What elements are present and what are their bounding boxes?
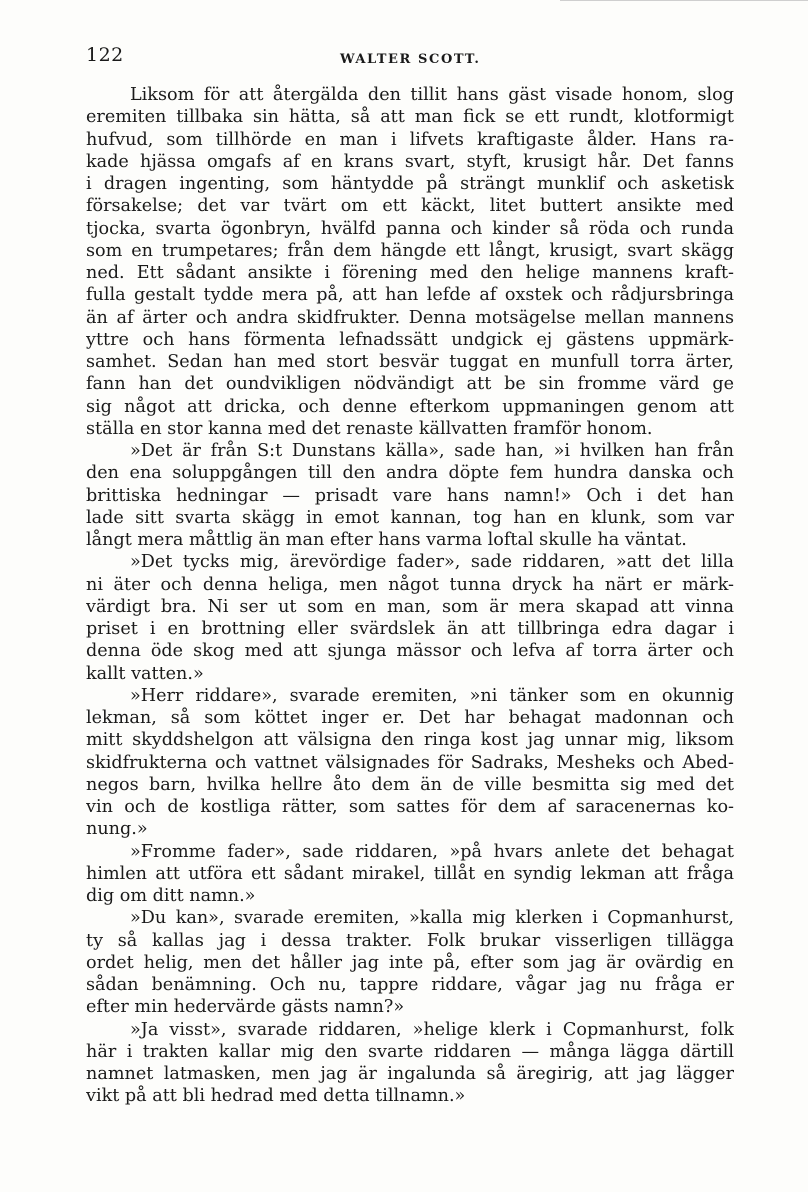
text-line: eremiten tillbaka sin hätta, så att man fick se ett rundt, klotformigt [86, 107, 734, 128]
text-line: skidfrukterna och vattnet välsignades för Sadraks, Mesheks och Abed- [86, 752, 734, 773]
text-line: fann han det oundvikligen nödvändigt att be sin fromme värd ge [86, 374, 734, 395]
text-line: ordet helig, men det håller jag inte på, efter som jag är ovärdig en [86, 952, 734, 973]
text-line: lekman, så som köttet inger er. Det har behagat madonnan och [86, 708, 734, 728]
text-line: »Fromme fader», sade riddaren, »på hvars anlete det behagat [130, 841, 734, 862]
text-line: yttre och hans förmenta lefnadssätt undgick ej gästens uppmärk- [86, 329, 734, 350]
text-line: Liksom för att återgälda den tillit hans gäst visade honom, slog [130, 85, 734, 105]
text-line: ni äter och denna heliga, men något tunna dryck ha närt er märk- [86, 574, 734, 595]
page-edge-line [560, 0, 808, 1]
paragraph [86, 841, 734, 908]
text-line: tjocka, svarta ögonbryn, hvälfd panna och kinder så röda och runda [86, 218, 734, 239]
text-line: samhet. Sedan han med stort besvär tuggat en munfull torra ärter, [86, 352, 734, 372]
text-line: vin och de kostliga rätter, som sattes för dem af saracenernas ko- [86, 797, 734, 817]
text-line: ställa en stor kanna med det renaste källvatten framför honom. [86, 418, 653, 439]
text-line: här i trakten kallar mig den svarte riddaren — många lägga därtill [86, 1041, 734, 1062]
text-line: sådan benämning. Och nu, tappre riddare, vågar jag nu fråga er [86, 975, 734, 995]
text-line: sig något att dricka, och denne efterkom uppmaningen genom att [86, 396, 734, 417]
text-line: än af ärter och andra skidfrukter. Denna motsägelse mellan mannens [86, 307, 734, 328]
text-line: i dragen ingenting, som häntydde på strängt munklif och asketisk [86, 174, 734, 194]
text-line: priset i en brottning eller svärdslek än att tillbringa edra dagar i [86, 619, 734, 639]
text-line: fulla gestalt tydde mera på, att han lefde af oxstek och rådjursbringa [86, 285, 734, 306]
text-line: negos barn, hvilka hellre åto dem än de ville besmitta sig med det [86, 774, 734, 795]
text-line: brittiska hedningar — prisadt vare hans namn!» Och i det han [86, 485, 734, 506]
paragraph [86, 907, 734, 1018]
text-line: hufvud, som tillhörde en man i lifvets kraftigaste ålder. Hans ra- [86, 129, 734, 150]
text-line: ned. Ett sådant ansikte i förening med den helige mannens kraft- [86, 263, 734, 283]
text-line: värdigt bra. Ni ser ut som en man, som är mera skapad att vinna [86, 596, 734, 617]
text-line: kade hjässa omgafs af en krans svart, styft, krusigt hår. Det fanns [86, 151, 734, 172]
text-line: kallt vatten.» [86, 663, 204, 684]
text-line: himlen att utföra ett sådant mirakel, tillåt en syndig lekman att fråga [86, 863, 734, 884]
body-text [86, 84, 734, 1108]
text-line: ty så kallas jag i dessa trakter. Folk brukar visserligen tillägga [86, 930, 734, 951]
text-line: namnet latmasken, men jag är ingalunda så äregirig, att jag lägger [86, 1064, 734, 1084]
text-line: »Det tycks mig, ärevördige fader», sade riddaren, »att det lilla [130, 552, 734, 573]
paragraph [86, 84, 734, 440]
text-line: dig om ditt namn.» [86, 886, 256, 906]
text-line: »Ja visst», svarade riddaren, »helige klerk i Copmanhurst, folk [130, 1019, 734, 1040]
paragraph [86, 1019, 734, 1108]
running-title: WALTER SCOTT. [340, 52, 481, 67]
text-line: långt mera måttlig än man efter hans varma loftal skulle ha väntat. [86, 530, 687, 550]
text-line: försakelse; det var tvärt om ett käckt, litet buttert ansikte med [86, 196, 734, 217]
text-line: »Du kan», svarade eremiten, »kalla mig klerken i Copmanhurst, [130, 908, 734, 929]
text-line: som en trumpetares; från dem hängde ett långt, krusigt, svart skägg [86, 240, 734, 261]
text-line: mitt skyddshelgon att välsigna den ringa kost jag unnar mig, liksom [86, 730, 734, 751]
paragraph [86, 440, 734, 551]
text-line: vikt på att bli hedrad med detta tillnamn.» [86, 1086, 466, 1107]
paragraph [86, 551, 734, 685]
text-line: nung.» [86, 819, 148, 840]
paragraph [86, 685, 734, 841]
text-line: den ena soluppgången till den andra döpte fem hundra danska och [86, 463, 734, 484]
text-line: denna öde skog med att sjunga mässor och lefva af torra ärter och [86, 641, 734, 662]
text-line: »Herr riddare», svarade eremiten, »ni tänker som en okunnig [130, 685, 734, 706]
text-line: lade sitt svarta skägg in emot kannan, tog han en klunk, som var [86, 507, 734, 528]
page-number: 122 [86, 44, 124, 66]
text-line: efter min hedervärde gästs namn?» [86, 997, 405, 1018]
text-line: »Det är från S:t Dunstans källa», sade han, »i hvilken han från [130, 441, 734, 461]
